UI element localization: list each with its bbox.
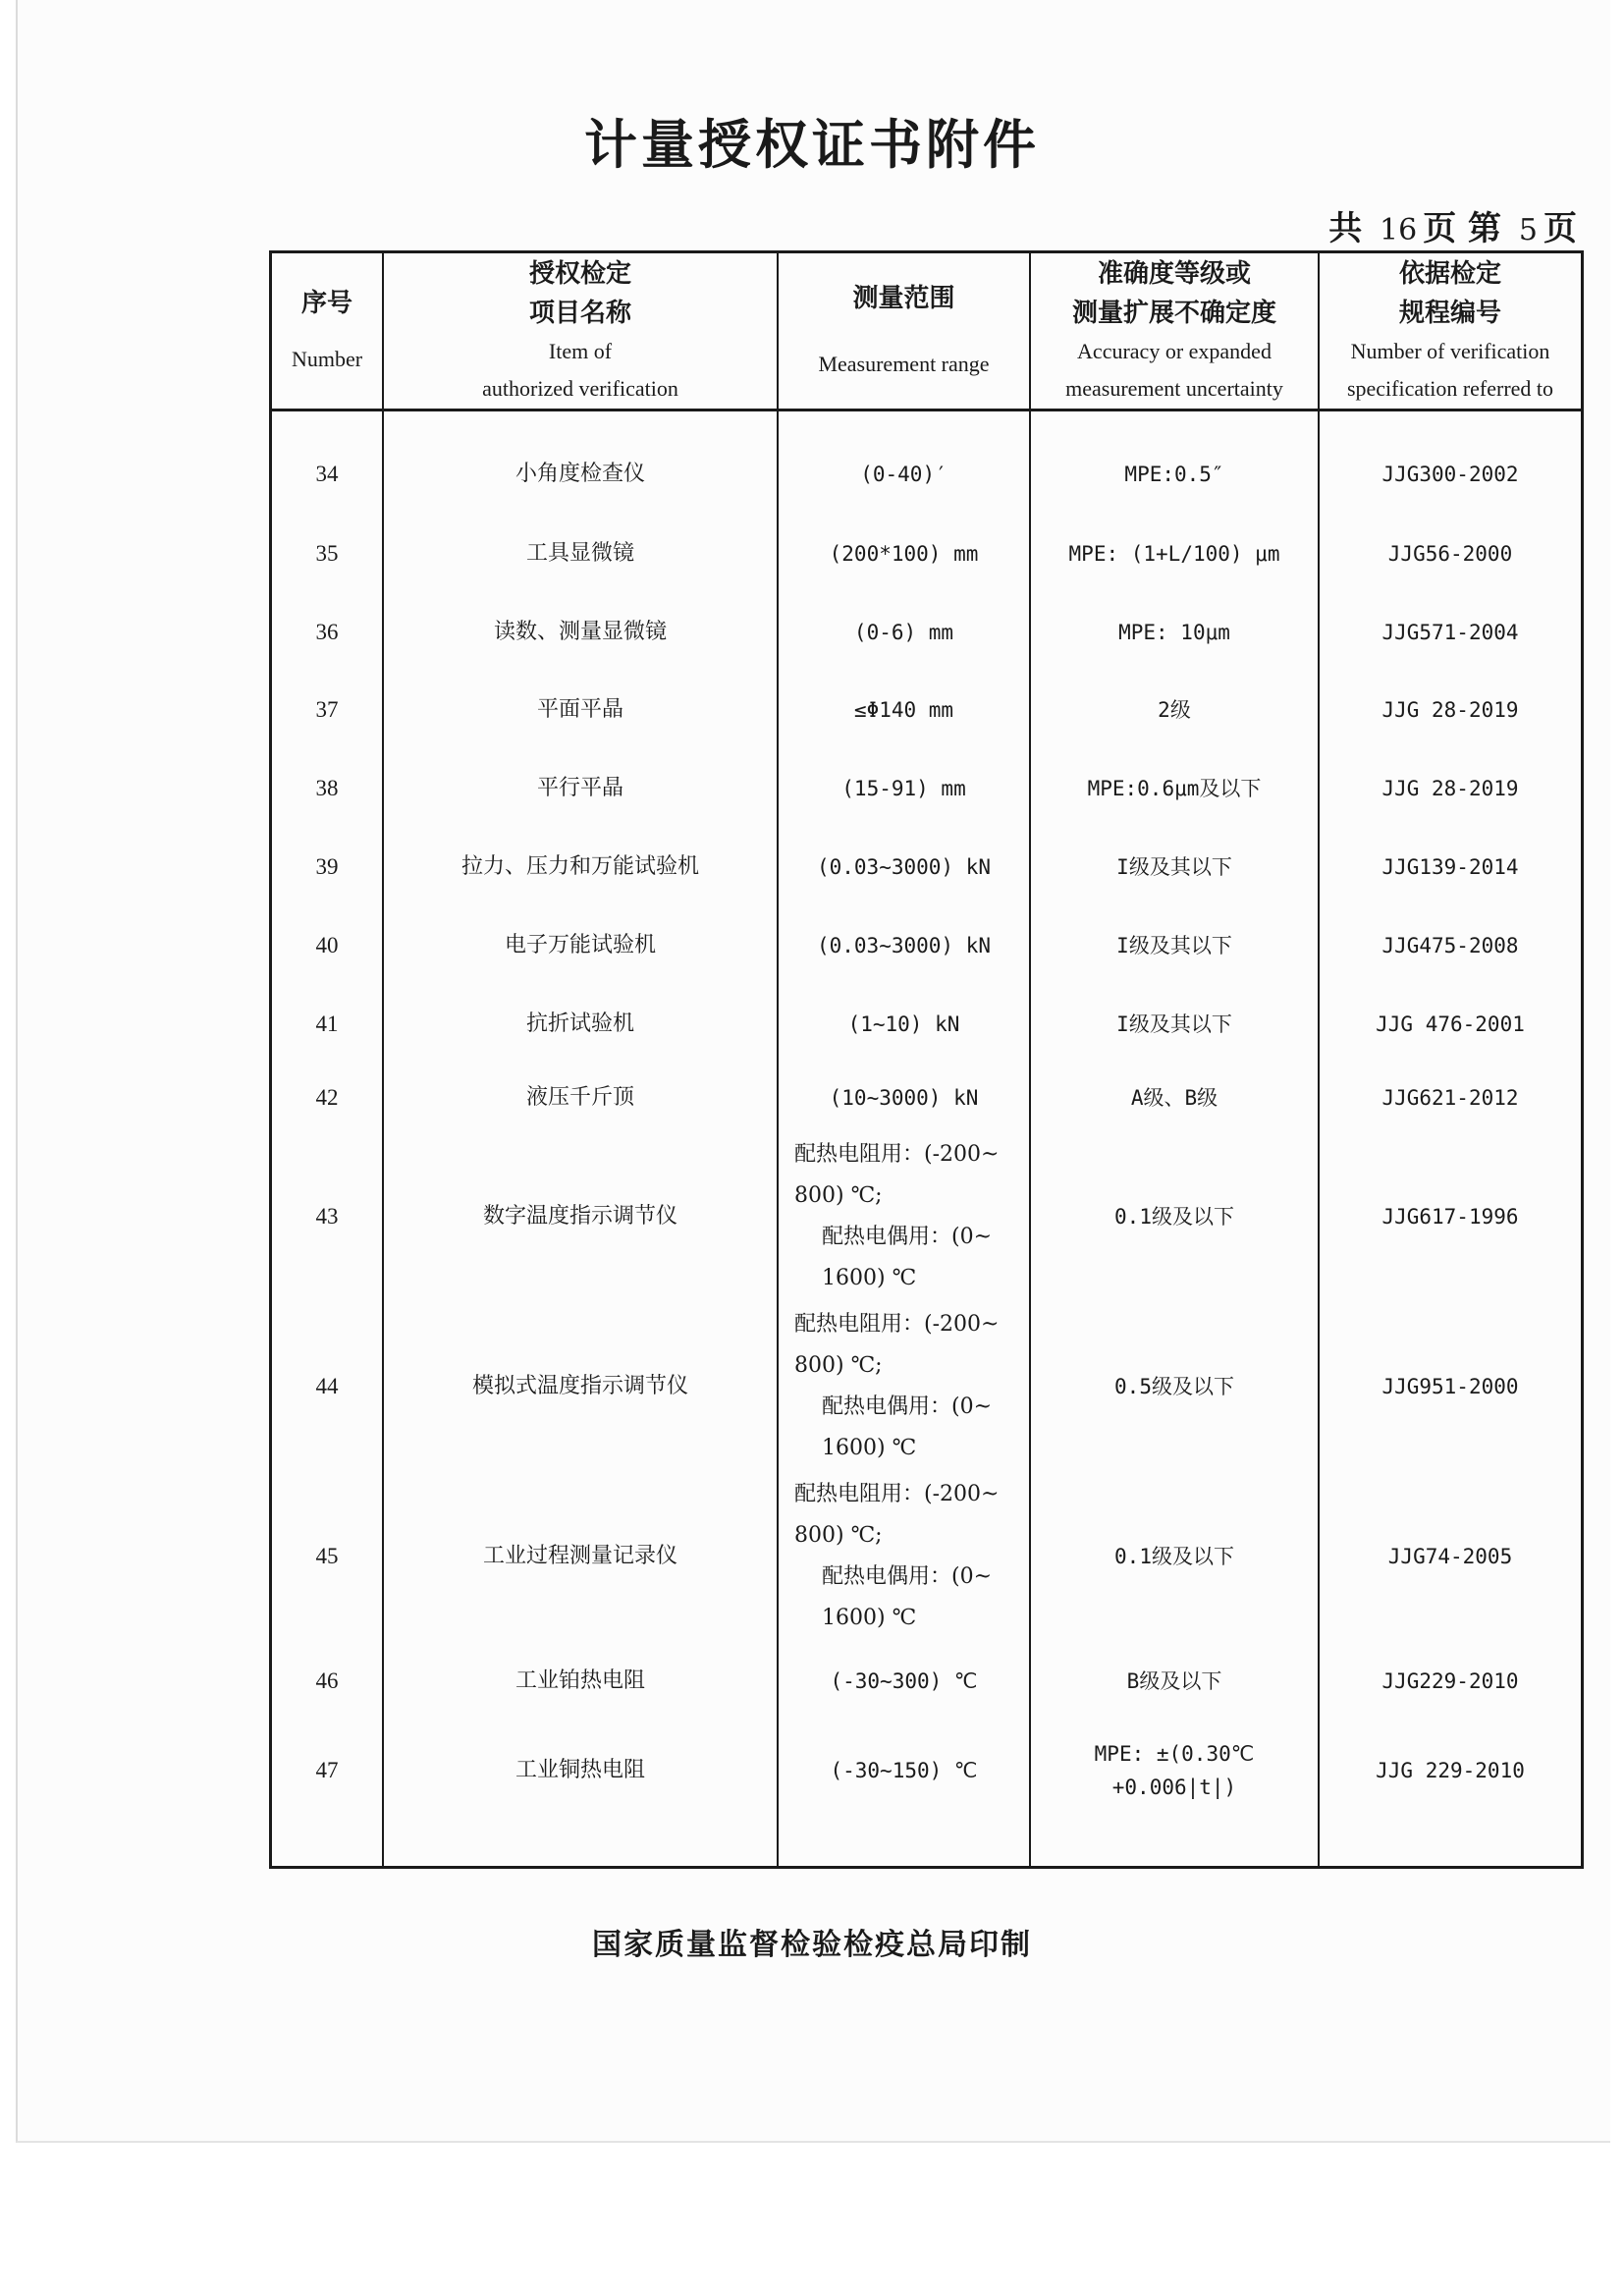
cell-number: [272, 593, 382, 672]
cell-accuracy: [1031, 1641, 1318, 1722]
range-line: 1600) ℃: [822, 1605, 917, 1630]
range-lines: [794, 1304, 999, 1469]
cell-number: [272, 749, 382, 828]
cell-spec: [1320, 515, 1581, 593]
accuracy-line: +0.006|t|): [1111, 1776, 1237, 1799]
cell-item: [384, 1132, 777, 1301]
row-number: 42: [315, 1085, 339, 1110]
item-name: 电子万能试验机: [504, 933, 656, 957]
row-number: 43: [315, 1204, 339, 1229]
item-name: 抗折试验机: [525, 1011, 634, 1036]
header-range-en: Measurement range: [818, 352, 990, 376]
item-name: 读数、测量显微镜: [493, 620, 667, 644]
item-name: 小角度检查仪: [514, 462, 645, 486]
row-number: 47: [315, 1758, 339, 1782]
cell-range: [779, 828, 1029, 906]
accuracy-lines: [1095, 1737, 1255, 1804]
cell-range: [779, 1064, 1029, 1132]
item-name: 数字温度指示调节仪: [482, 1204, 677, 1229]
header-spec-zh: 依据检定 规程编号: [1398, 259, 1501, 328]
measurement-range: (0-40)′: [860, 463, 947, 486]
range-line: 配热电偶用：(0~: [822, 1394, 993, 1419]
cell-range: [779, 985, 1029, 1064]
cell-accuracy: [1031, 1301, 1318, 1471]
cell-item: [384, 515, 777, 593]
cell-number: [272, 671, 382, 749]
row-number: 37: [315, 697, 339, 722]
spec-number: JJG 476-2001: [1376, 1012, 1525, 1036]
cell-range: [779, 1471, 1029, 1641]
document-title: 计量授权证书附件: [584, 113, 1040, 176]
table-row: [272, 593, 1581, 672]
header-item-zh: 授权检定 项目名称: [528, 259, 631, 328]
cell-range: [779, 906, 1029, 985]
accuracy-value: A级、B级: [1130, 1086, 1218, 1110]
cell-number: [272, 1301, 382, 1471]
table-row: [272, 985, 1581, 1064]
item-name: 平行平晶: [536, 776, 623, 800]
range-line: 800) ℃;: [794, 1522, 883, 1548]
item-name: 拉力、压力和万能试验机: [460, 854, 699, 879]
cell-item: [384, 1064, 777, 1132]
accuracy-value: 0.1级及以下: [1114, 1205, 1234, 1229]
cell-spec: [1320, 671, 1581, 749]
row-number: 40: [315, 933, 339, 957]
item-name: 平面平晶: [536, 697, 623, 722]
header-spec: [1320, 253, 1581, 409]
table-row: [272, 1641, 1581, 1722]
cell-spec: [1320, 828, 1581, 906]
table-row: [272, 906, 1581, 985]
row-number: 36: [315, 620, 339, 644]
cell-accuracy: [1031, 435, 1318, 514]
spec-number: JJG617-1996: [1381, 1205, 1519, 1229]
range-line: 配热电阻用：(-200~: [794, 1311, 1000, 1337]
cell-accuracy: [1031, 1471, 1318, 1641]
row-number: 45: [315, 1543, 339, 1568]
range-line: 800) ℃;: [794, 1183, 883, 1208]
header-accuracy-zh: 准确度等级或 测量扩展不确定度: [1071, 259, 1276, 328]
table-row: [272, 1722, 1581, 1820]
table-row: [272, 749, 1581, 828]
cell-item: [384, 906, 777, 985]
verification-table: [269, 250, 1584, 1869]
range-lines: [794, 1474, 999, 1639]
cell-number: [272, 828, 382, 906]
table-row: [272, 515, 1581, 593]
accuracy-value: I级及其以下: [1116, 934, 1232, 957]
accuracy-value: MPE: (1+L/100) μm: [1068, 542, 1280, 566]
measurement-range: (0.03~3000) kN: [816, 934, 991, 957]
range-line: 配热电阻用：(-200~: [794, 1142, 1000, 1167]
cell-spec: [1320, 1722, 1581, 1820]
cell-number: [272, 1132, 382, 1301]
header-accuracy-en: Accuracy or expanded measurement uncertainty: [1065, 339, 1283, 401]
accuracy-value: I级及其以下: [1116, 1012, 1232, 1036]
header-accuracy: [1031, 253, 1318, 409]
table-row: [272, 1132, 1581, 1301]
cell-range: [779, 1132, 1029, 1301]
header-item: [384, 253, 777, 409]
spec-number: JJG951-2000: [1381, 1374, 1519, 1398]
cell-range: [779, 749, 1029, 828]
item-name: 工业铜热电阻: [514, 1758, 645, 1782]
cell-item: [384, 1641, 777, 1722]
spec-number: JJG475-2008: [1381, 934, 1519, 957]
spec-number: JJG 229-2010: [1376, 1759, 1525, 1782]
cell-spec: [1320, 435, 1581, 514]
cell-spec: [1320, 1471, 1581, 1641]
cell-spec: [1320, 1064, 1581, 1132]
cell-item: [384, 435, 777, 514]
measurement-range: (0-6) mm: [853, 621, 954, 644]
cell-range: [779, 593, 1029, 672]
row-number: 41: [315, 1011, 339, 1036]
cell-item: [384, 1301, 777, 1471]
spec-number: JJG229-2010: [1381, 1669, 1519, 1693]
table-row: [272, 1301, 1581, 1471]
cell-spec: [1320, 1301, 1581, 1471]
cell-number: [272, 515, 382, 593]
spec-number: JJG74-2005: [1387, 1544, 1513, 1568]
header-item-en: Item of authorized verification: [482, 339, 678, 401]
item-name: 工具显微镜: [525, 541, 634, 566]
row-number: 46: [315, 1668, 339, 1693]
row-number: 39: [315, 854, 339, 879]
cell-spec: [1320, 985, 1581, 1064]
accuracy-value: 0.1级及以下: [1114, 1544, 1234, 1568]
total-pages: 16: [1380, 213, 1418, 247]
cell-accuracy: [1031, 906, 1318, 985]
footer-issuer: 国家质量监督检验检疫总局印制: [592, 1928, 1032, 1962]
cell-item: [384, 828, 777, 906]
cell-accuracy: [1031, 671, 1318, 749]
measurement-range: (1~10) kN: [847, 1012, 960, 1036]
spec-number: JJG139-2014: [1381, 855, 1519, 879]
cell-spec: [1320, 1132, 1581, 1301]
measurement-range: (200*100) mm: [829, 542, 979, 566]
row-number: 38: [315, 776, 339, 800]
cell-item: [384, 671, 777, 749]
range-lines: [794, 1134, 999, 1299]
cell-range: [779, 1722, 1029, 1820]
measurement-range: ≤Φ140 mm: [853, 698, 954, 722]
row-number: 34: [315, 462, 339, 486]
item-name: 模拟式温度指示调节仪: [471, 1373, 688, 1398]
current-page: 5: [1518, 213, 1538, 247]
cell-item: [384, 985, 777, 1064]
cell-accuracy: [1031, 749, 1318, 828]
cell-accuracy: [1031, 1722, 1318, 1820]
measurement-range: (-30~300) ℃: [830, 1669, 978, 1693]
cell-number: [272, 1064, 382, 1132]
spec-number: JJG 28-2019: [1381, 777, 1519, 800]
header-spec-en: Number of verification specification referred to: [1346, 339, 1554, 401]
accuracy-value: I级及其以下: [1116, 855, 1232, 879]
cell-spec: [1320, 593, 1581, 672]
range-line: 1600) ℃: [822, 1266, 917, 1290]
header-number: [272, 253, 382, 409]
spec-number: JJG 28-2019: [1381, 698, 1519, 722]
cell-accuracy: [1031, 593, 1318, 672]
table-row: [272, 828, 1581, 906]
cell-range: [779, 435, 1029, 514]
range-line: 配热电阻用：(-200~: [794, 1481, 1000, 1506]
cell-item: [384, 593, 777, 672]
spec-number: JJG300-2002: [1381, 463, 1519, 486]
cell-number: [272, 1641, 382, 1722]
table-row: [272, 1471, 1581, 1641]
cell-spec: [1320, 906, 1581, 985]
item-name: 工业过程测量记录仪: [482, 1543, 677, 1568]
cell-range: [779, 671, 1029, 749]
header-number-zh: 序号: [300, 289, 352, 318]
accuracy-value: MPE: 10μm: [1118, 621, 1230, 644]
measurement-range: (0.03~3000) kN: [816, 855, 991, 879]
cell-number: [272, 906, 382, 985]
cell-accuracy: [1031, 515, 1318, 593]
spec-number: JJG621-2012: [1381, 1086, 1519, 1110]
header-range: [779, 253, 1029, 409]
item-name: 液压千斤顶: [525, 1085, 634, 1110]
range-line: 配热电偶用：(0~: [822, 1563, 993, 1589]
item-name: 工业铂热电阻: [514, 1668, 645, 1693]
page-prefix: 共: [1328, 209, 1363, 248]
accuracy-value: MPE:0.5″: [1124, 463, 1224, 486]
header-range-zh: 测量范围: [852, 284, 955, 313]
range-line: 配热电偶用：(0~: [822, 1225, 993, 1249]
range-line: 800) ℃;: [794, 1352, 883, 1378]
accuracy-value: 0.5级及以下: [1114, 1374, 1234, 1398]
cell-range: [779, 515, 1029, 593]
page-mid: 页 第: [1423, 209, 1502, 248]
cell-number: [272, 1722, 382, 1820]
table-row: [272, 435, 1581, 514]
row-number: 44: [315, 1373, 339, 1398]
measurement-range: (10~3000) kN: [829, 1086, 979, 1110]
cell-item: [384, 1722, 777, 1820]
cell-item: [384, 1471, 777, 1641]
cell-spec: [1320, 749, 1581, 828]
cell-accuracy: [1031, 985, 1318, 1064]
cell-spec: [1320, 1641, 1581, 1722]
cell-number: [272, 435, 382, 514]
header-divider: [272, 409, 1581, 411]
page-indicator: [1328, 201, 1577, 249]
header-number-en: Number: [291, 347, 363, 371]
accuracy-line: MPE: ±(0.30℃: [1094, 1742, 1255, 1766]
cell-range: [779, 1641, 1029, 1722]
page-suffix: 页: [1543, 209, 1577, 248]
cell-range: [779, 1301, 1029, 1471]
cell-number: [272, 1471, 382, 1641]
cell-accuracy: [1031, 828, 1318, 906]
range-line: 1600) ℃: [822, 1435, 917, 1460]
accuracy-value: MPE:0.6μm及以下: [1087, 777, 1262, 800]
cell-accuracy: [1031, 1132, 1318, 1301]
spec-number: JJG56-2000: [1387, 542, 1513, 566]
accuracy-value: B级及以下: [1126, 1669, 1222, 1693]
measurement-range: (15-91) mm: [841, 777, 966, 800]
cell-number: [272, 985, 382, 1064]
cell-item: [384, 749, 777, 828]
table-row: [272, 671, 1581, 749]
row-number: 35: [315, 541, 339, 566]
cell-accuracy: [1031, 1064, 1318, 1132]
accuracy-value: 2级: [1158, 698, 1191, 722]
measurement-range: (-30~150) ℃: [830, 1759, 978, 1782]
table-row: [272, 1064, 1581, 1132]
spec-number: JJG571-2004: [1381, 621, 1519, 644]
